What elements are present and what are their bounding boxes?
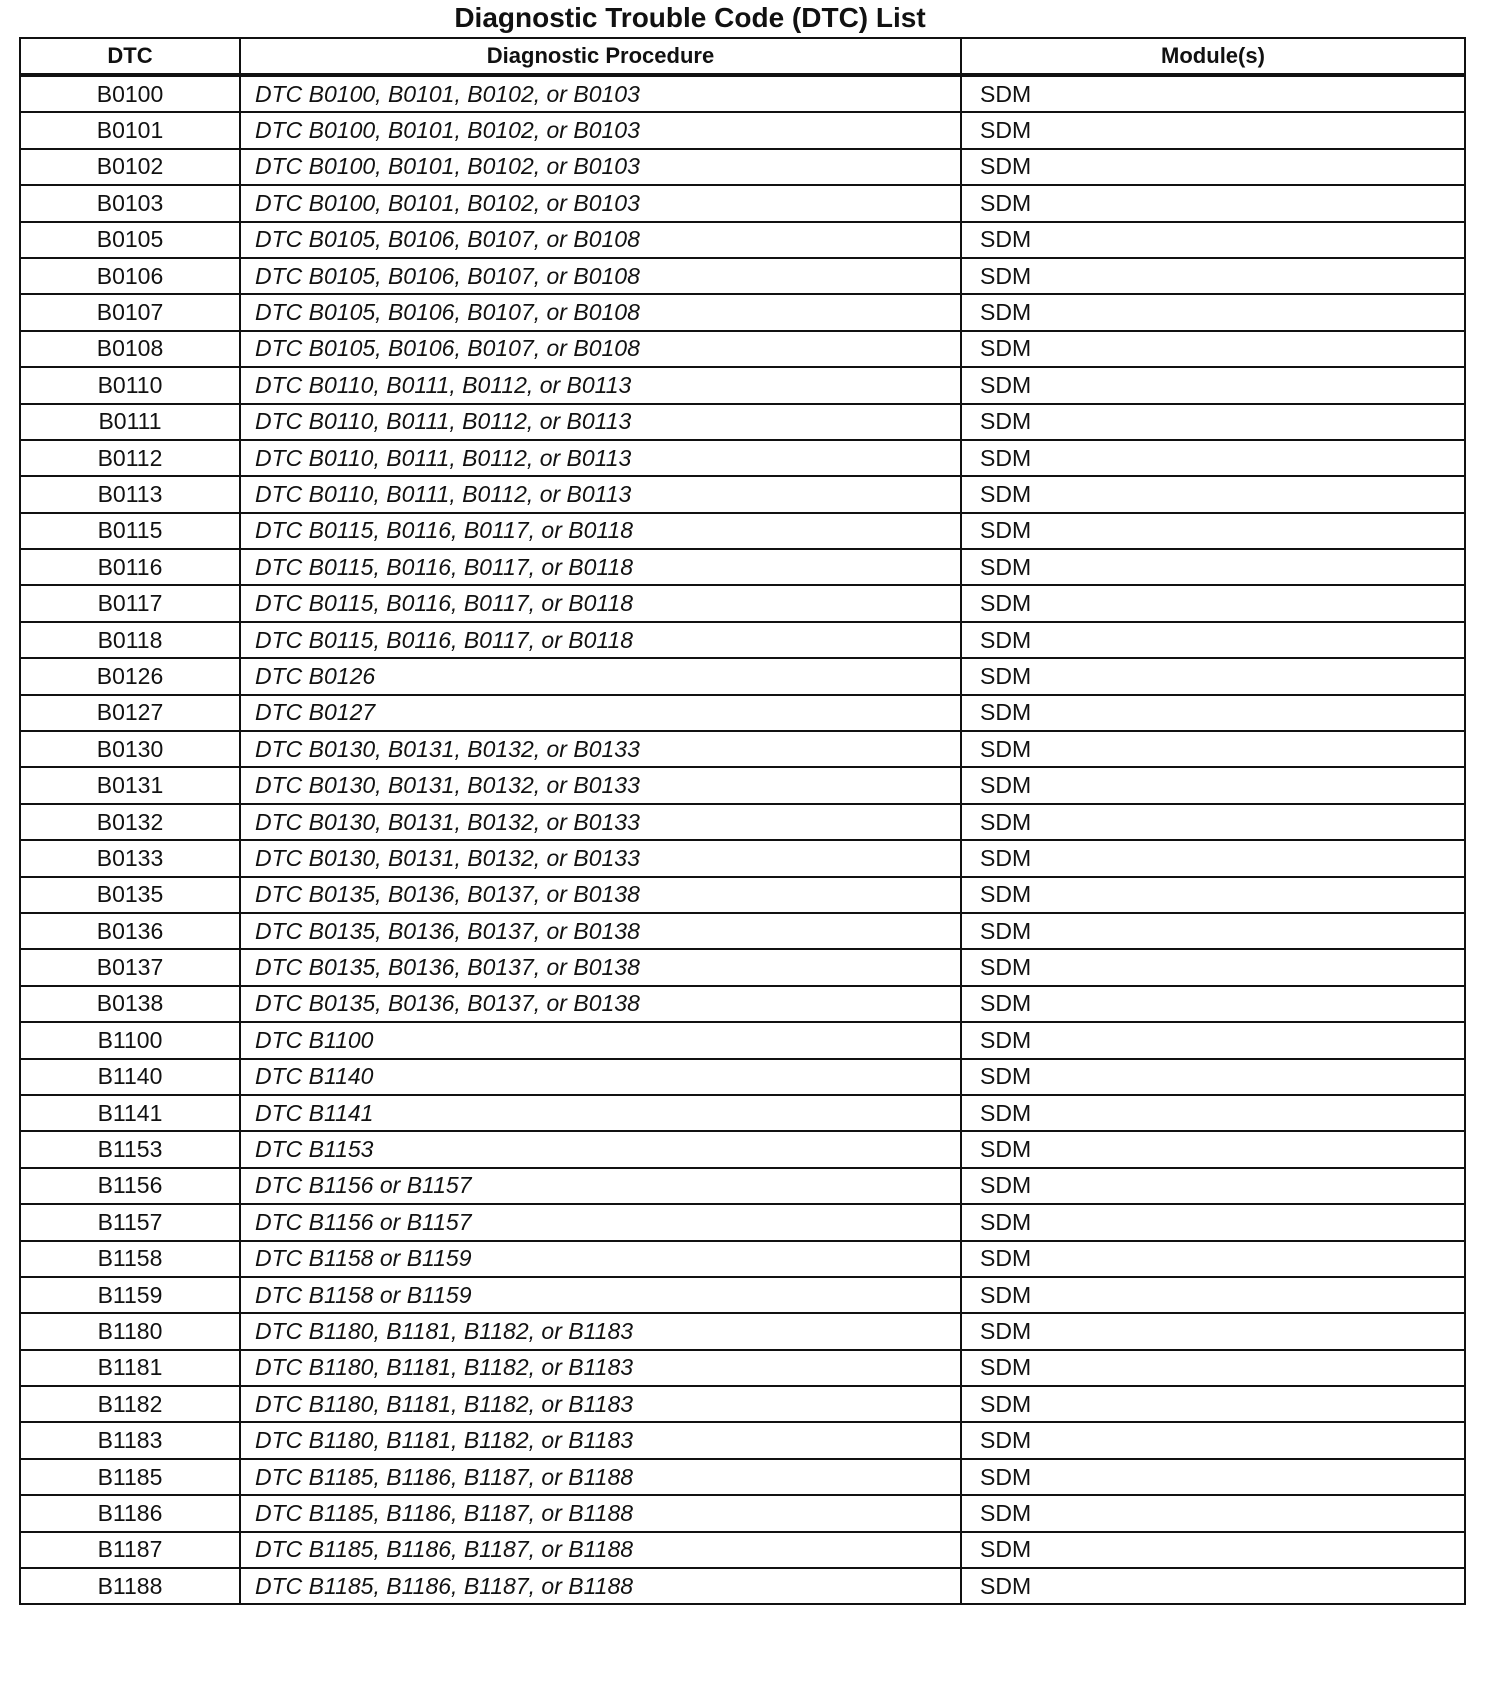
table-row — [20, 513, 1465, 549]
header-diagnostic-procedure: Diagnostic Procedure — [240, 38, 961, 75]
table-row — [20, 1204, 1465, 1240]
module-name: SDM — [961, 1095, 1465, 1131]
module-name: SDM — [961, 112, 1465, 148]
table-row — [20, 1313, 1465, 1349]
diagnostic-procedure: DTC B0115, B0116, B0117, or B0118 — [240, 622, 961, 658]
module-name: SDM — [961, 75, 1465, 112]
diagnostic-procedure: DTC B1140 — [240, 1059, 961, 1095]
diagnostic-procedure: DTC B1185, B1186, B1187, or B1188 — [240, 1459, 961, 1495]
dtc-code: B0101 — [20, 112, 240, 148]
table-row — [20, 695, 1465, 731]
diagnostic-procedure: DTC B0135, B0136, B0137, or B0138 — [240, 877, 961, 913]
dtc-code: B0135 — [20, 877, 240, 913]
module-name: SDM — [961, 1277, 1465, 1313]
diagnostic-procedure: DTC B1100 — [240, 1022, 961, 1058]
dtc-code: B0137 — [20, 949, 240, 985]
dtc-code: B1185 — [20, 1459, 240, 1495]
dtc-code: B1186 — [20, 1495, 240, 1531]
table-row — [20, 658, 1465, 694]
module-name: SDM — [961, 1131, 1465, 1167]
module-name: SDM — [961, 1313, 1465, 1349]
module-name: SDM — [961, 731, 1465, 767]
table-row — [20, 1095, 1465, 1131]
dtc-code: B0133 — [20, 840, 240, 876]
table-row — [20, 840, 1465, 876]
page-title: Diagnostic Trouble Code (DTC) List — [454, 2, 926, 33]
diagnostic-procedure: DTC B1185, B1186, B1187, or B1188 — [240, 1568, 961, 1604]
dtc-code: B0138 — [20, 986, 240, 1022]
dtc-code: B1159 — [20, 1277, 240, 1313]
table-row — [20, 1568, 1465, 1604]
table-row — [20, 549, 1465, 585]
table-row — [20, 1168, 1465, 1204]
module-name: SDM — [961, 877, 1465, 913]
module-name: SDM — [961, 222, 1465, 258]
diagnostic-procedure: DTC B1180, B1181, B1182, or B1183 — [240, 1313, 961, 1349]
diagnostic-procedure: DTC B0110, B0111, B0112, or B0113 — [240, 476, 961, 512]
module-name: SDM — [961, 1241, 1465, 1277]
diagnostic-procedure: DTC B1180, B1181, B1182, or B1183 — [240, 1386, 961, 1422]
diagnostic-procedure: DTC B1158 or B1159 — [240, 1241, 961, 1277]
module-name: SDM — [961, 1386, 1465, 1422]
dtc-code: B1180 — [20, 1313, 240, 1349]
dtc-code: B0127 — [20, 695, 240, 731]
table-row — [20, 75, 1465, 112]
diagnostic-procedure: DTC B0135, B0136, B0137, or B0138 — [240, 949, 961, 985]
table-row — [20, 185, 1465, 221]
dtc-code: B1141 — [20, 1095, 240, 1131]
dtc-code: B1188 — [20, 1568, 240, 1604]
module-name: SDM — [961, 1022, 1465, 1058]
table-row — [20, 476, 1465, 512]
table-row — [20, 622, 1465, 658]
dtc-code: B0102 — [20, 149, 240, 185]
table-header-row — [20, 38, 1465, 75]
table-row — [20, 331, 1465, 367]
diagnostic-procedure: DTC B1158 or B1159 — [240, 1277, 961, 1313]
table-row — [20, 877, 1465, 913]
dtc-code: B0131 — [20, 767, 240, 803]
dtc-code: B0118 — [20, 622, 240, 658]
diagnostic-procedure: DTC B0130, B0131, B0132, or B0133 — [240, 731, 961, 767]
diagnostic-procedure: DTC B1141 — [240, 1095, 961, 1131]
diagnostic-procedure: DTC B0105, B0106, B0107, or B0108 — [240, 294, 961, 330]
table-body — [20, 75, 1465, 1604]
diagnostic-procedure: DTC B1180, B1181, B1182, or B1183 — [240, 1422, 961, 1458]
table-row — [20, 1386, 1465, 1422]
diagnostic-procedure: DTC B1153 — [240, 1131, 961, 1167]
module-name: SDM — [961, 1350, 1465, 1386]
dtc-code: B1157 — [20, 1204, 240, 1240]
table-row — [20, 149, 1465, 185]
dtc-code: B0126 — [20, 658, 240, 694]
diagnostic-procedure: DTC B1156 or B1157 — [240, 1168, 961, 1204]
table-row — [20, 440, 1465, 476]
module-name: SDM — [961, 404, 1465, 440]
diagnostic-procedure: DTC B0115, B0116, B0117, or B0118 — [240, 549, 961, 585]
table-row — [20, 1059, 1465, 1095]
dtc-code: B0111 — [20, 404, 240, 440]
header-modules: Module(s) — [961, 38, 1465, 75]
table-row — [20, 1532, 1465, 1568]
dtc-code: B1153 — [20, 1131, 240, 1167]
dtc-code: B1181 — [20, 1350, 240, 1386]
diagnostic-procedure: DTC B1185, B1186, B1187, or B1188 — [240, 1495, 961, 1531]
diagnostic-procedure: DTC B0100, B0101, B0102, or B0103 — [240, 185, 961, 221]
table-row — [20, 804, 1465, 840]
module-name: SDM — [961, 804, 1465, 840]
table-row — [20, 949, 1465, 985]
table-row — [20, 1495, 1465, 1531]
diagnostic-procedure: DTC B0110, B0111, B0112, or B0113 — [240, 367, 961, 403]
module-name: SDM — [961, 622, 1465, 658]
dtc-code: B1140 — [20, 1059, 240, 1095]
table-row — [20, 1241, 1465, 1277]
module-name: SDM — [961, 1059, 1465, 1095]
table-row — [20, 1459, 1465, 1495]
module-name: SDM — [961, 476, 1465, 512]
diagnostic-procedure: DTC B0100, B0101, B0102, or B0103 — [240, 149, 961, 185]
module-name: SDM — [961, 767, 1465, 803]
table-row — [20, 294, 1465, 330]
diagnostic-procedure: DTC B0100, B0101, B0102, or B0103 — [240, 112, 961, 148]
dtc-code: B1158 — [20, 1241, 240, 1277]
header-dtc: DTC — [20, 38, 240, 75]
dtc-code: B0117 — [20, 585, 240, 621]
diagnostic-procedure: DTC B0105, B0106, B0107, or B0108 — [240, 222, 961, 258]
dtc-code: B1183 — [20, 1422, 240, 1458]
module-name: SDM — [961, 367, 1465, 403]
table-row — [20, 1131, 1465, 1167]
module-name: SDM — [961, 1204, 1465, 1240]
module-name: SDM — [961, 1568, 1465, 1604]
diagnostic-procedure: DTC B1185, B1186, B1187, or B1188 — [240, 1532, 961, 1568]
module-name: SDM — [961, 913, 1465, 949]
table-row — [20, 258, 1465, 294]
dtc-table — [19, 37, 1466, 1605]
diagnostic-procedure: DTC B0130, B0131, B0132, or B0133 — [240, 840, 961, 876]
dtc-code: B0113 — [20, 476, 240, 512]
dtc-code: B0116 — [20, 549, 240, 585]
diagnostic-procedure: DTC B0115, B0116, B0117, or B0118 — [240, 513, 961, 549]
module-name: SDM — [961, 1532, 1465, 1568]
table-row — [20, 1022, 1465, 1058]
dtc-code: B0115 — [20, 513, 240, 549]
dtc-code: B0132 — [20, 804, 240, 840]
diagnostic-procedure: DTC B0135, B0136, B0137, or B0138 — [240, 913, 961, 949]
module-name: SDM — [961, 1495, 1465, 1531]
module-name: SDM — [961, 440, 1465, 476]
diagnostic-procedure: DTC B0126 — [240, 658, 961, 694]
module-name: SDM — [961, 1422, 1465, 1458]
diagnostic-procedure: DTC B0127 — [240, 695, 961, 731]
diagnostic-procedure: DTC B0100, B0101, B0102, or B0103 — [240, 75, 961, 112]
module-name: SDM — [961, 258, 1465, 294]
dtc-code: B1182 — [20, 1386, 240, 1422]
diagnostic-procedure: DTC B0105, B0106, B0107, or B0108 — [240, 331, 961, 367]
diagnostic-procedure: DTC B0130, B0131, B0132, or B0133 — [240, 767, 961, 803]
dtc-code: B0112 — [20, 440, 240, 476]
diagnostic-procedure: DTC B0130, B0131, B0132, or B0133 — [240, 804, 961, 840]
dtc-code: B0108 — [20, 331, 240, 367]
dtc-code: B0110 — [20, 367, 240, 403]
module-name: SDM — [961, 513, 1465, 549]
diagnostic-procedure: DTC B0110, B0111, B0112, or B0113 — [240, 440, 961, 476]
dtc-code: B0136 — [20, 913, 240, 949]
module-name: SDM — [961, 1168, 1465, 1204]
table-row — [20, 367, 1465, 403]
dtc-code: B0100 — [20, 75, 240, 112]
table-row — [20, 767, 1465, 803]
dtc-code: B0105 — [20, 222, 240, 258]
table-row — [20, 112, 1465, 148]
diagnostic-procedure: DTC B1156 or B1157 — [240, 1204, 961, 1240]
diagnostic-procedure: DTC B0105, B0106, B0107, or B0108 — [240, 258, 961, 294]
dtc-code: B0106 — [20, 258, 240, 294]
module-name: SDM — [961, 149, 1465, 185]
table-row — [20, 731, 1465, 767]
diagnostic-procedure: DTC B1180, B1181, B1182, or B1183 — [240, 1350, 961, 1386]
table-row — [20, 986, 1465, 1022]
diagnostic-procedure: DTC B0110, B0111, B0112, or B0113 — [240, 404, 961, 440]
table-row — [20, 1422, 1465, 1458]
diagnostic-procedure: DTC B0115, B0116, B0117, or B0118 — [240, 585, 961, 621]
module-name: SDM — [961, 294, 1465, 330]
module-name: SDM — [961, 185, 1465, 221]
table-row — [20, 1277, 1465, 1313]
dtc-code: B1187 — [20, 1532, 240, 1568]
table-row — [20, 404, 1465, 440]
dtc-code: B0103 — [20, 185, 240, 221]
module-name: SDM — [961, 949, 1465, 985]
table-row — [20, 222, 1465, 258]
module-name: SDM — [961, 986, 1465, 1022]
module-name: SDM — [961, 840, 1465, 876]
table-row — [20, 913, 1465, 949]
dtc-code: B1100 — [20, 1022, 240, 1058]
diagnostic-procedure: DTC B0135, B0136, B0137, or B0138 — [240, 986, 961, 1022]
module-name: SDM — [961, 549, 1465, 585]
module-name: SDM — [961, 695, 1465, 731]
dtc-code: B0130 — [20, 731, 240, 767]
module-name: SDM — [961, 585, 1465, 621]
module-name: SDM — [961, 658, 1465, 694]
dtc-code: B1156 — [20, 1168, 240, 1204]
dtc-code: B0107 — [20, 294, 240, 330]
table-row — [20, 1350, 1465, 1386]
module-name: SDM — [961, 1459, 1465, 1495]
table-row — [20, 585, 1465, 621]
module-name: SDM — [961, 331, 1465, 367]
